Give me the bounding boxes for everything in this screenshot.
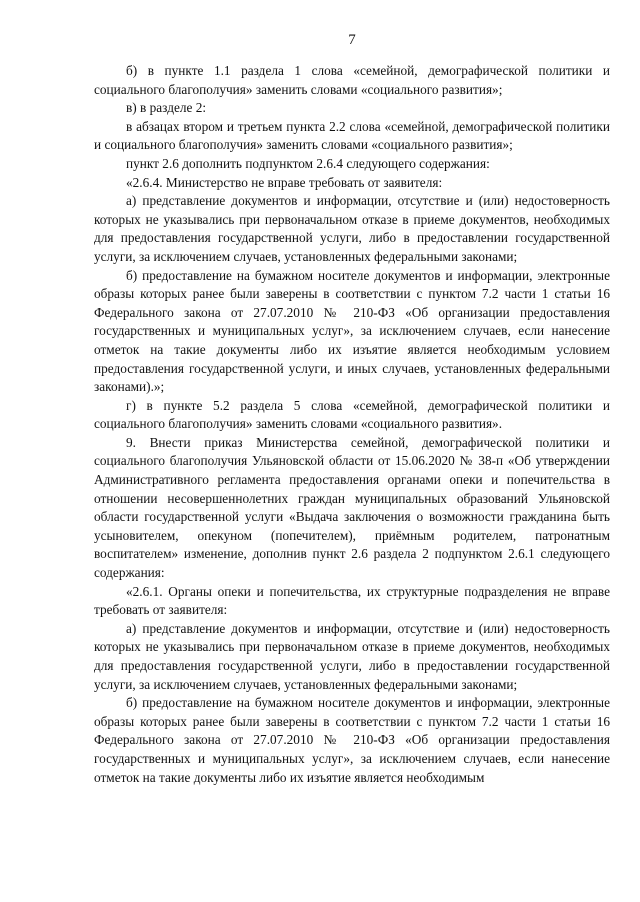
- paragraph-b-paper-media: б) предоставление на бумажном носителе документов и информации, электронные образы которых ранее были заверены в соответствии с пунктом 7.2 части 1 статьи 16 Федерального закона от 27.07.2010 № 210-ФЗ «Об организации предоставления государственных и муниципальных услуг», за исключением случаев, если нанесение отметок на такие документы либо их изъятие является необходимым условием предоставления государственной услуги, и иных случаев, установленных федеральными законами).»;: [94, 267, 610, 395]
- paragraph-a-representation-2: а) представление документов и информации, отсутствие и (или) недостоверность которых не указывались при первоначальном отказе в приеме документов, необходимых для предоставления государственной услуги, либо в предоставлении государственной услуги, за исключением случаев, установленных федеральными законами;: [94, 620, 610, 692]
- paragraph-a-representation: а) представление документов и информации, отсутствие и (или) недостоверность которых не указывались при первоначальном отказе в приеме документов, необходимых для предоставления государственной услуги, либо в предоставлении государственной услуги, за исключением случаев, установленных федеральными законами;: [94, 193, 610, 264]
- paragraph-item-2-6: пункт 2.6 дополнить подпунктом 2.6.4 следующего содержания:: [126, 155, 490, 171]
- paragraph-v-section-2: в) в разделе 2:: [126, 100, 207, 116]
- paragraph-b-paper-media-2: б) предоставление на бумажном носителе документов и информации, электронные образы которых ранее были заверены в соответствии с пунктом 7.2 части 1 статьи 16 Федерального закона от 27.07.2010 № 210-ФЗ «Об организации предоставления государственных и муниципальных услуг», за исключением случаев, если нанесение отметок на такие документы либо их изъятие является необходимым: [94, 695, 610, 785]
- page-number: 7: [348, 32, 356, 48]
- paragraph-2-6-4: «2.6.4. Министерство не вправе требовать от заявителя:: [126, 174, 443, 190]
- paragraph-9-order: 9. Внести приказ Министерства семейной, демографической политики и социального благополучия Ульяновской области от 15.06.2020 № 38-п «Об утверждении Административного регламента предоставления органами опеки и попечительства в отношении несовершеннолетних граждан муниципальных образований Ульяновской области государственной услуги «Выдача заключения о возможности гражданина быть усыновителем, опекуном (попечителем), приёмным родителем, патронатным воспитателем» изменение, дополнив пункт 2.6 раздела 2 подпунктом 2.6.1 следующего содержания:: [94, 434, 610, 581]
- paragraph-2-6-1: «2.6.1. Органы опеки и попечительства, их структурные подразделения не вправе требовать от заявителя:: [94, 583, 610, 618]
- paragraph-g-item-5-2: г) в пункте 5.2 раздела 5 слова «семейной, демографической политики и социального благополучия» заменить словами «социального развития».: [94, 397, 610, 432]
- paragraph-item-2-2: в абзацах втором и третьем пункта 2.2 слова «семейной, демографической политики и социального благополучия» заменить словами «социального развития»;: [94, 118, 610, 153]
- paragraph-b-item: б) в пункте 1.1 раздела 1 слова «семейной, демографической политики и социального благополучия» заменить словами «социального развития»;: [94, 63, 610, 97]
